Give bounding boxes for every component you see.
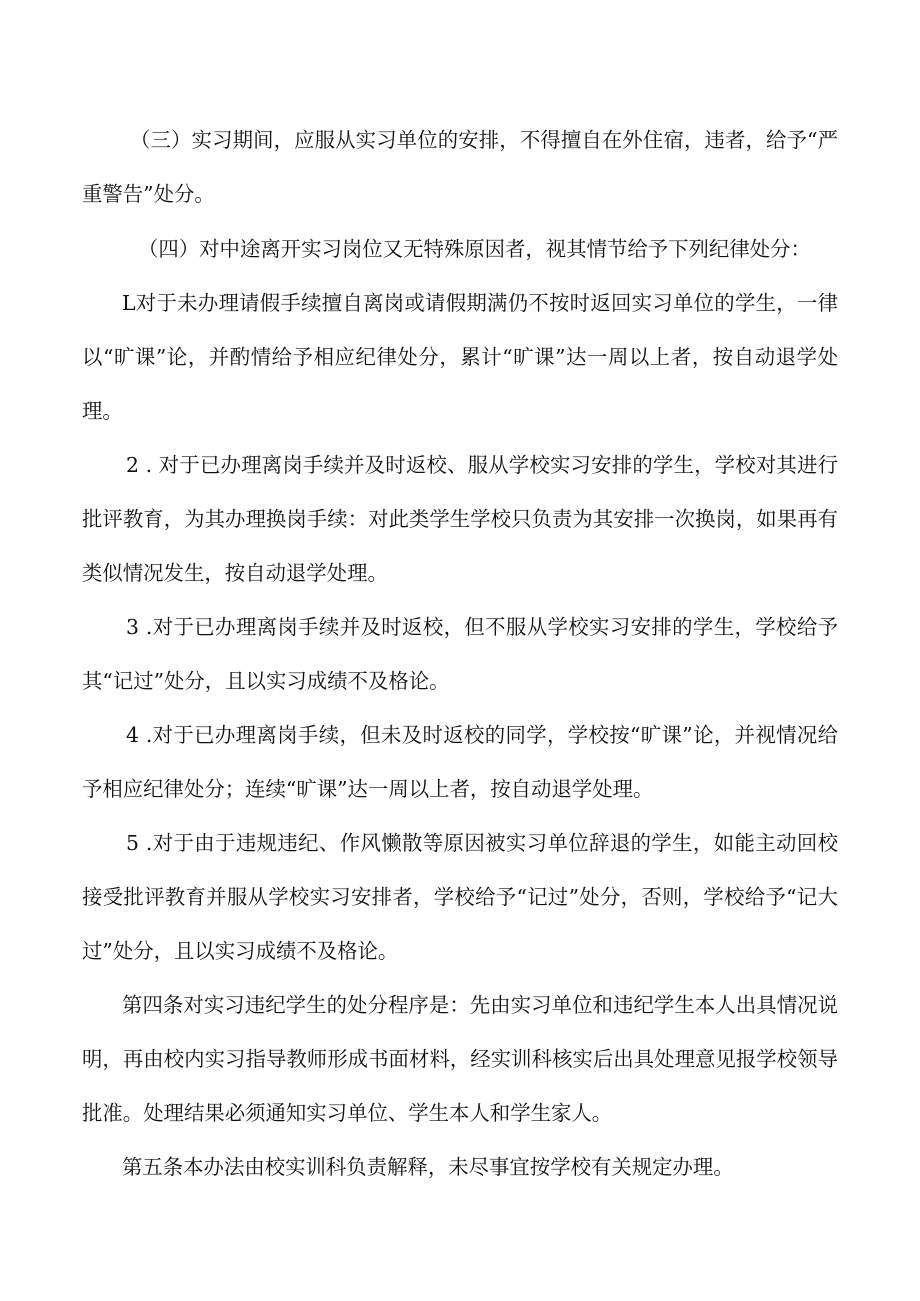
paragraph-item-1: L对于未办理请假手续擅自离岗或请假期满仍不按时返回实习单位的学生，一律以“旷课”论，并酌情给予相应纪律处分，累计“旷课”达一周以上者，按自动退学处理。	[82, 291, 838, 423]
paragraph-3: （三）实习期间，应服从实习单位的安排，不得擅自在外住宿，违者，给予“严重警告”处分。	[82, 128, 838, 206]
paragraph-article-5: 第五条本办法由校实训科负责解释，未尽事宜按学校有关规定办理。	[122, 1155, 734, 1179]
paragraph-item-5: 5 .对于由于违规违纪、作风懒散等原因被实习单位辞退的学生，如能主动回校接受批评教育并服从学校实习安排者，学校给予“记过”处分，否则，学校给予“记大过”处分，且以实习成绩不及格论。	[82, 831, 838, 963]
paragraph-item-4: 4 .对于已办理离岗手续，但未及时返校的同学，学校按“旷课”论，并视情况给予相应纪律处分；连续“旷课”达一周以上者，按自动退学处理。	[82, 723, 838, 801]
paragraph-article-4: 第四条对实习违纪学生的处分程序是：先由实习单位和违纪学生本人出具情况说明，再由校内实习指导教师形成书面材料，经实训科核实后出具处理意见报学校领导批准。处理结果必须通知实习单位、学生本人和学生家人。	[82, 993, 838, 1125]
paragraph-4: （四）对中途离开实习岗位又无特殊原因者，视其情节给予下列纪律处分：	[138, 237, 811, 261]
paragraph-item-3: 3 .对于已办理离岗手续并及时返校，但不服从学校实习安排的学生，学校给予其“记过”处分，且以实习成绩不及格论。	[82, 615, 838, 693]
paragraph-item-2: 2 . 对于已办理离岗手续并及时返校、服从学校实习安排的学生，学校对其进行批评教育，为其办理换岗手续：对此类学生学校只负责为其安排一次换岗，如果再有类似情况发生，按自动退学处理。	[82, 453, 838, 585]
